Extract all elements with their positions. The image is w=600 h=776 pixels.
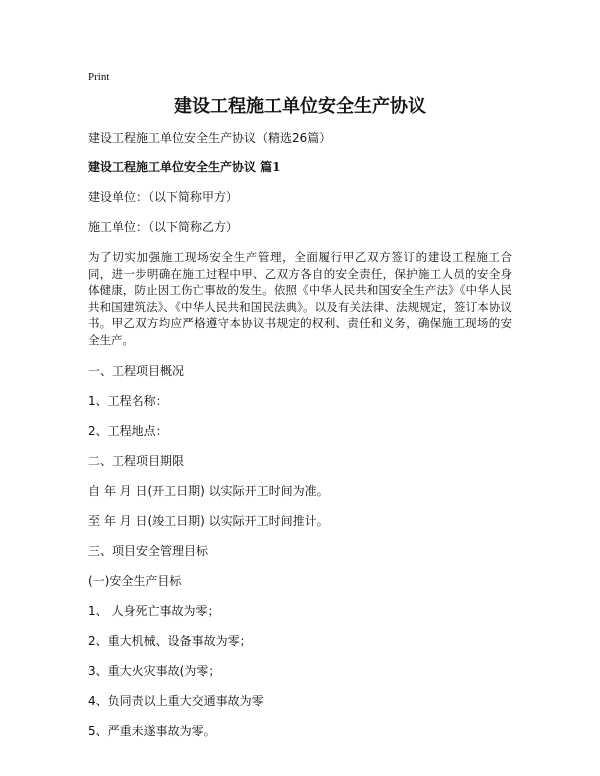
target-item-2: 2、重大机械、设备事故为零； — [88, 634, 252, 648]
print-label: Print — [88, 71, 110, 83]
heading-safety-goals: 三、项目安全管理目标 — [88, 544, 209, 558]
intro-paragraph: 为了切实加强施工现场安全生产管理，全面履行甲乙双方签订的建设工程施工合同，进一步明确在施工过程中甲、乙双方各自的安全责任，保护施工人员的安全身体健康，防止因工伤亡事故的发生。依照《中华人民共和国安全生产法》《中华人民共和国建筑法》、《中华人民共和国民法典》。以及有关法律、法规规定，签订本协议书。甲乙双方均应严格遵守本协议书规定的权利、责任和义务，确保施工现场的安全生产。 — [88, 250, 512, 347]
target-item-3: 3、重大火灾事故(为零； — [88, 664, 221, 678]
target-item-1: 1、 人身死亡事故为零； — [88, 604, 220, 618]
project-name-line: 1、工程名称： — [88, 394, 168, 408]
end-date-line: 至 年 月 日(竣工日期) 以实际开工时间推计。 — [88, 514, 329, 528]
party-a-line: 建设单位：（以下简称甲方） — [88, 190, 239, 204]
start-date-line: 自 年 月 日(开工日期) 以实际开工时间为准。 — [88, 484, 329, 498]
heading-project-overview: 一、工程项目概况 — [88, 364, 185, 378]
document-title: 建设工程施工单位安全生产协议 — [174, 96, 426, 117]
heading-project-period: 二、工程项目期限 — [88, 454, 185, 468]
document-subtitle: 建设工程施工单位安全生产协议（精选26篇） — [88, 131, 332, 145]
project-location-line: 2、工程地点： — [88, 424, 168, 438]
target-item-4: 4、负同责以上重大交通事故为零 — [88, 694, 264, 708]
party-b-line: 施工单位：（以下简称乙方） — [88, 220, 239, 234]
target-item-5: 5、严重未遂事故为零。 — [88, 724, 216, 738]
section-heading: 建设工程施工单位安全生产协议 篇1 — [88, 160, 281, 174]
subheading-safety-targets: (一)安全生产目标 — [88, 574, 182, 588]
